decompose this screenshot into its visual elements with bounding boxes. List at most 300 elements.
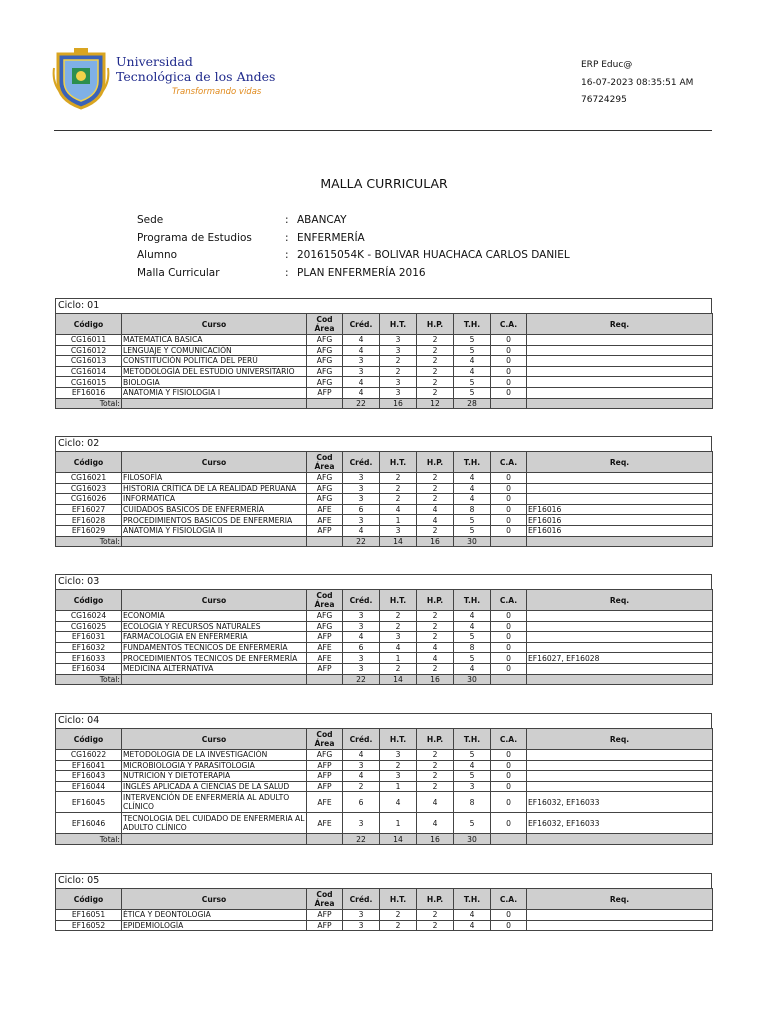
table-cell: [527, 771, 713, 782]
table-cell: 0: [491, 525, 527, 536]
table-cell: 2: [417, 632, 454, 643]
table-cell: ÉTICA Y DEONTOLOGIA: [122, 910, 307, 921]
total-label: Total:: [56, 834, 122, 845]
empty-cell: [122, 536, 307, 547]
table-cell: CG16011: [56, 335, 122, 346]
table-row: [56, 377, 713, 388]
table-cell: 4: [417, 515, 454, 526]
info-label: Programa de Estudios: [137, 231, 252, 244]
table-cell: AFG: [307, 356, 343, 367]
table-row: [56, 525, 713, 536]
info-value: PLAN ENFERMERÍA 2016: [297, 267, 426, 280]
table-cell: 4: [454, 366, 491, 377]
ciclo-section: [55, 298, 712, 409]
table-cell: CG16024: [56, 611, 122, 622]
total-cell: 14: [380, 834, 417, 845]
table-cell: 3: [343, 760, 380, 771]
table-cell: [527, 621, 713, 632]
ciclo-section: [55, 873, 712, 931]
column-header: C.A.: [491, 590, 527, 611]
courses-table: [55, 728, 713, 845]
column-header: Req.: [527, 889, 713, 910]
table-cell: 4: [343, 632, 380, 643]
total-cell: 16: [380, 398, 417, 409]
column-header: Créd.: [343, 314, 380, 335]
table-cell: AFE: [307, 642, 343, 653]
table-cell: 4: [343, 387, 380, 398]
total-cell: 30: [454, 674, 491, 685]
table-cell: 2: [380, 356, 417, 367]
table-row: [56, 813, 713, 834]
table-cell: 3: [343, 366, 380, 377]
empty-cell: [307, 834, 343, 845]
column-header: H.T.: [380, 590, 417, 611]
ciclo-section: [55, 713, 712, 845]
column-header: Req.: [527, 314, 713, 335]
empty-cell: [307, 398, 343, 409]
report-datetime: 16-07-2023 08:35:51 AM: [581, 77, 694, 88]
table-cell: AFP: [307, 663, 343, 674]
table-cell: 0: [491, 504, 527, 515]
info-colon: :: [285, 213, 289, 226]
table-cell: [527, 642, 713, 653]
table-cell: 4: [454, 760, 491, 771]
info-colon: :: [285, 267, 289, 280]
ciclo-title: Ciclo: 01: [55, 298, 712, 313]
table-cell: [527, 760, 713, 771]
table-cell: 4: [417, 792, 454, 813]
table-cell: 4: [454, 494, 491, 505]
empty-cell: [491, 834, 527, 845]
table-cell: 2: [380, 366, 417, 377]
table-cell: 4: [417, 642, 454, 653]
table-cell: 2: [417, 335, 454, 346]
ciclo-title: Ciclo: 03: [55, 574, 712, 589]
table-cell: 3: [380, 335, 417, 346]
empty-cell: [491, 398, 527, 409]
table-cell: 0: [491, 483, 527, 494]
table-cell: INTERVENCIÓN DE ENFERMERÍA AL ADULTO CLÍNICO: [122, 792, 307, 813]
table-cell: 2: [343, 781, 380, 792]
table-cell: 0: [491, 920, 527, 931]
table-cell: ECONOMIA: [122, 611, 307, 622]
table-cell: 1: [380, 653, 417, 664]
table-cell: 2: [380, 494, 417, 505]
table-cell: CG16025: [56, 621, 122, 632]
table-cell: 2: [380, 920, 417, 931]
courses-table: [55, 313, 713, 409]
university-line1: Universidad: [116, 54, 193, 69]
table-cell: 2: [417, 920, 454, 931]
table-cell: 4: [343, 750, 380, 761]
table-cell: AFE: [307, 813, 343, 834]
table-cell: 2: [417, 377, 454, 388]
table-cell: 2: [380, 910, 417, 921]
column-header: C.A.: [491, 452, 527, 473]
table-cell: 2: [417, 663, 454, 674]
table-cell: 3: [343, 515, 380, 526]
table-cell: AFP: [307, 771, 343, 782]
table-cell: 5: [454, 632, 491, 643]
column-header: Req.: [527, 452, 713, 473]
total-cell: 28: [454, 398, 491, 409]
table-cell: 1: [380, 515, 417, 526]
table-cell: 0: [491, 632, 527, 643]
column-header: Créd.: [343, 729, 380, 750]
table-cell: ANATOMIA Y FISIOLOGIA I: [122, 387, 307, 398]
table-cell: 4: [380, 642, 417, 653]
table-cell: 2: [380, 621, 417, 632]
column-header: T.H.: [454, 889, 491, 910]
total-cell: 30: [454, 834, 491, 845]
total-label: Total:: [56, 674, 122, 685]
table-cell: 2: [380, 483, 417, 494]
column-header: Créd.: [343, 452, 380, 473]
table-cell: 0: [491, 621, 527, 632]
table-cell: FILOSOFÍA: [122, 473, 307, 484]
table-cell: INGLÉS APLICADA A CIENCIAS DE LA SALUD: [122, 781, 307, 792]
table-cell: 3: [343, 621, 380, 632]
table-cell: EF16051: [56, 910, 122, 921]
table-cell: [527, 781, 713, 792]
table-cell: 0: [491, 356, 527, 367]
table-row: [56, 750, 713, 761]
table-cell: 2: [417, 387, 454, 398]
student-info: [137, 211, 570, 282]
column-header: Req.: [527, 729, 713, 750]
total-row: [56, 834, 713, 845]
table-cell: 5: [454, 345, 491, 356]
table-cell: CG16015: [56, 377, 122, 388]
empty-cell: [307, 536, 343, 547]
table-cell: EF16041: [56, 760, 122, 771]
column-header: Cod Área: [307, 452, 343, 473]
table-row: [56, 910, 713, 921]
total-cell: 30: [454, 536, 491, 547]
table-cell: 3: [343, 653, 380, 664]
info-row: [137, 211, 570, 229]
column-header: Créd.: [343, 889, 380, 910]
report-code: 76724295: [581, 95, 627, 105]
table-cell: 2: [380, 760, 417, 771]
table-cell: 6: [343, 504, 380, 515]
total-cell: 22: [343, 834, 380, 845]
column-header: Curso: [122, 729, 307, 750]
table-cell: 5: [454, 387, 491, 398]
table-cell: CG16022: [56, 750, 122, 761]
table-cell: AFP: [307, 632, 343, 643]
column-header: Curso: [122, 452, 307, 473]
table-cell: 0: [491, 653, 527, 664]
table-cell: 3: [380, 525, 417, 536]
column-header: Curso: [122, 590, 307, 611]
column-header: Código: [56, 590, 122, 611]
table-cell: 4: [343, 335, 380, 346]
table-cell: EF16029: [56, 525, 122, 536]
table-cell: [527, 377, 713, 388]
info-row: [137, 264, 570, 282]
info-value: ABANCAY: [297, 213, 347, 226]
table-cell: EF16028: [56, 515, 122, 526]
table-cell: ANATOMIA Y FISIOLOGIA II: [122, 525, 307, 536]
table-cell: 4: [454, 611, 491, 622]
table-cell: 5: [454, 515, 491, 526]
ciclo-section: [55, 436, 712, 547]
table-cell: 5: [454, 813, 491, 834]
table-row: [56, 515, 713, 526]
column-header: T.H.: [454, 314, 491, 335]
table-cell: BIOLOGIA: [122, 377, 307, 388]
report-meta: [581, 57, 693, 110]
table-row: [56, 335, 713, 346]
university-line2: Tecnológica de los Andes: [116, 68, 276, 84]
table-cell: 0: [491, 781, 527, 792]
table-row: [56, 760, 713, 771]
table-cell: METODOLOGÍA DEL ESTUDIO UNIVERSITARIO: [122, 366, 307, 377]
table-cell: 5: [454, 653, 491, 664]
table-cell: 4: [343, 771, 380, 782]
table-cell: 2: [380, 473, 417, 484]
table-cell: 2: [417, 760, 454, 771]
table-cell: 2: [417, 473, 454, 484]
table-row: [56, 611, 713, 622]
table-cell: 5: [454, 335, 491, 346]
table-cell: 4: [343, 525, 380, 536]
table-cell: [527, 345, 713, 356]
table-cell: CG16012: [56, 345, 122, 356]
table-cell: 2: [417, 771, 454, 782]
table-cell: EF16045: [56, 792, 122, 813]
table-cell: FARMACOLOGIA EN ENFERMERIA: [122, 632, 307, 643]
table-cell: AFP: [307, 387, 343, 398]
column-header: H.T.: [380, 889, 417, 910]
table-cell: 2: [417, 750, 454, 761]
table-cell: [527, 750, 713, 761]
table-cell: EF16052: [56, 920, 122, 931]
table-cell: INFORMATICA: [122, 494, 307, 505]
table-cell: AFE: [307, 792, 343, 813]
info-label: Sede: [137, 213, 164, 226]
table-cell: 0: [491, 642, 527, 653]
column-header: Req.: [527, 590, 713, 611]
table-cell: AFG: [307, 377, 343, 388]
table-cell: 2: [417, 621, 454, 632]
table-cell: [527, 910, 713, 921]
table-cell: 0: [491, 813, 527, 834]
table-cell: MATEMATICA BASICA: [122, 335, 307, 346]
table-cell: 8: [454, 792, 491, 813]
table-cell: 3: [343, 910, 380, 921]
empty-cell: [491, 536, 527, 547]
table-row: [56, 642, 713, 653]
column-header: Cod Área: [307, 314, 343, 335]
table-cell: NUTRICION Y DIETOTERAPIA: [122, 771, 307, 782]
table-cell: 3: [343, 813, 380, 834]
info-label: Malla Curricular: [137, 267, 220, 280]
empty-cell: [527, 398, 713, 409]
table-cell: TECNOLOGIA DEL CUIDADO DE ENFERMERIA AL ADULTO CLÍNICO: [122, 813, 307, 834]
table-cell: LENGUAJE Y COMUNICACIÓN: [122, 345, 307, 356]
table-row: [56, 473, 713, 484]
university-crest-logo: [52, 48, 110, 110]
table-cell: MICROBIOLOGIA Y PARASITOLOGIA: [122, 760, 307, 771]
table-cell: AFP: [307, 910, 343, 921]
table-cell: CONSTITUCIÓN POLITICA DEL PERÚ: [122, 356, 307, 367]
table-cell: 4: [417, 813, 454, 834]
table-cell: 0: [491, 750, 527, 761]
empty-cell: [527, 674, 713, 685]
document-title: MALLA CURRICULAR: [320, 176, 448, 191]
table-cell: 3: [380, 632, 417, 643]
empty-cell: [122, 674, 307, 685]
university-tagline: Transformando vidas: [172, 87, 262, 97]
table-cell: 4: [454, 621, 491, 632]
table-cell: AFG: [307, 750, 343, 761]
total-row: [56, 398, 713, 409]
table-cell: EF16032, EF16033: [527, 792, 713, 813]
info-label: Alumno: [137, 249, 178, 262]
table-cell: 0: [491, 910, 527, 921]
table-cell: 6: [343, 642, 380, 653]
table-cell: AFP: [307, 920, 343, 931]
table-cell: CG16013: [56, 356, 122, 367]
table-cell: 0: [491, 663, 527, 674]
table-cell: AFP: [307, 760, 343, 771]
table-cell: 0: [491, 792, 527, 813]
column-header: T.H.: [454, 590, 491, 611]
table-cell: 2: [417, 611, 454, 622]
table-cell: 0: [491, 473, 527, 484]
column-header: Cod Área: [307, 729, 343, 750]
table-cell: 3: [343, 611, 380, 622]
table-cell: 2: [417, 781, 454, 792]
ciclo-title: Ciclo: 05: [55, 873, 712, 888]
table-cell: 0: [491, 515, 527, 526]
table-cell: [527, 663, 713, 674]
table-cell: AFP: [307, 525, 343, 536]
column-header: Cod Área: [307, 889, 343, 910]
table-cell: 3: [343, 494, 380, 505]
column-header: H.P.: [417, 889, 454, 910]
table-cell: 3: [380, 750, 417, 761]
table-cell: PROCEDIMIENTOS TECNICOS DE ENFERMERÍA: [122, 653, 307, 664]
table-cell: 3: [343, 356, 380, 367]
table-cell: 5: [454, 525, 491, 536]
table-row: [56, 781, 713, 792]
column-header: Curso: [122, 314, 307, 335]
table-cell: [527, 494, 713, 505]
table-cell: AFE: [307, 504, 343, 515]
info-colon: :: [285, 249, 289, 262]
system-name: ERP Educ@: [581, 60, 633, 70]
table-cell: CG16026: [56, 494, 122, 505]
info-row: [137, 247, 570, 265]
column-header: C.A.: [491, 889, 527, 910]
info-colon: :: [285, 231, 289, 244]
table-row: [56, 621, 713, 632]
table-cell: 3: [343, 473, 380, 484]
table-cell: 0: [491, 345, 527, 356]
empty-cell: [527, 834, 713, 845]
table-cell: AFP: [307, 781, 343, 792]
table-cell: 0: [491, 494, 527, 505]
empty-cell: [307, 674, 343, 685]
table-row: [56, 663, 713, 674]
table-cell: 3: [380, 771, 417, 782]
table-row: [56, 504, 713, 515]
university-name: [116, 56, 275, 97]
table-cell: 0: [491, 366, 527, 377]
table-cell: EF16032: [56, 642, 122, 653]
total-cell: 16: [417, 834, 454, 845]
empty-cell: [491, 674, 527, 685]
table-cell: 2: [417, 356, 454, 367]
table-cell: METODOLOGIA DE LA INVESTIGACIÓN: [122, 750, 307, 761]
table-cell: [527, 611, 713, 622]
courses-table: [55, 888, 713, 931]
table-cell: 4: [380, 504, 417, 515]
table-cell: 1: [380, 813, 417, 834]
table-cell: 2: [417, 483, 454, 494]
empty-cell: [527, 536, 713, 547]
table-row: [56, 653, 713, 664]
column-header: Código: [56, 889, 122, 910]
table-cell: CG16021: [56, 473, 122, 484]
table-cell: AFG: [307, 335, 343, 346]
column-header: C.A.: [491, 729, 527, 750]
header-divider: [54, 130, 712, 131]
column-header: H.P.: [417, 729, 454, 750]
table-cell: 2: [417, 366, 454, 377]
column-header: Código: [56, 314, 122, 335]
table-cell: FUNDAMENTOS TECNICOS DE ENFERMERÍA: [122, 642, 307, 653]
table-cell: [527, 473, 713, 484]
table-cell: 4: [417, 504, 454, 515]
table-cell: EF16044: [56, 781, 122, 792]
column-header: Código: [56, 729, 122, 750]
table-cell: 2: [417, 910, 454, 921]
table-cell: 2: [417, 494, 454, 505]
table-cell: EF16027: [56, 504, 122, 515]
table-cell: 1: [380, 781, 417, 792]
table-cell: 3: [380, 377, 417, 388]
table-cell: EF16043: [56, 771, 122, 782]
table-row: [56, 387, 713, 398]
table-cell: 3: [343, 483, 380, 494]
table-row: [56, 356, 713, 367]
table-row: [56, 345, 713, 356]
total-cell: 16: [417, 536, 454, 547]
table-cell: 8: [454, 504, 491, 515]
table-cell: 4: [454, 910, 491, 921]
table-cell: AFG: [307, 473, 343, 484]
table-cell: EF16016: [527, 525, 713, 536]
table-cell: [527, 632, 713, 643]
table-cell: [527, 366, 713, 377]
table-cell: 8: [454, 642, 491, 653]
table-cell: 3: [380, 387, 417, 398]
table-cell: EF16034: [56, 663, 122, 674]
table-cell: EF16027, EF16028: [527, 653, 713, 664]
column-header: Créd.: [343, 590, 380, 611]
table-cell: 3: [454, 781, 491, 792]
table-cell: 5: [454, 750, 491, 761]
table-cell: 5: [454, 377, 491, 388]
table-cell: AFG: [307, 483, 343, 494]
table-cell: EF16016: [527, 504, 713, 515]
table-cell: 0: [491, 377, 527, 388]
total-label: Total:: [56, 398, 122, 409]
